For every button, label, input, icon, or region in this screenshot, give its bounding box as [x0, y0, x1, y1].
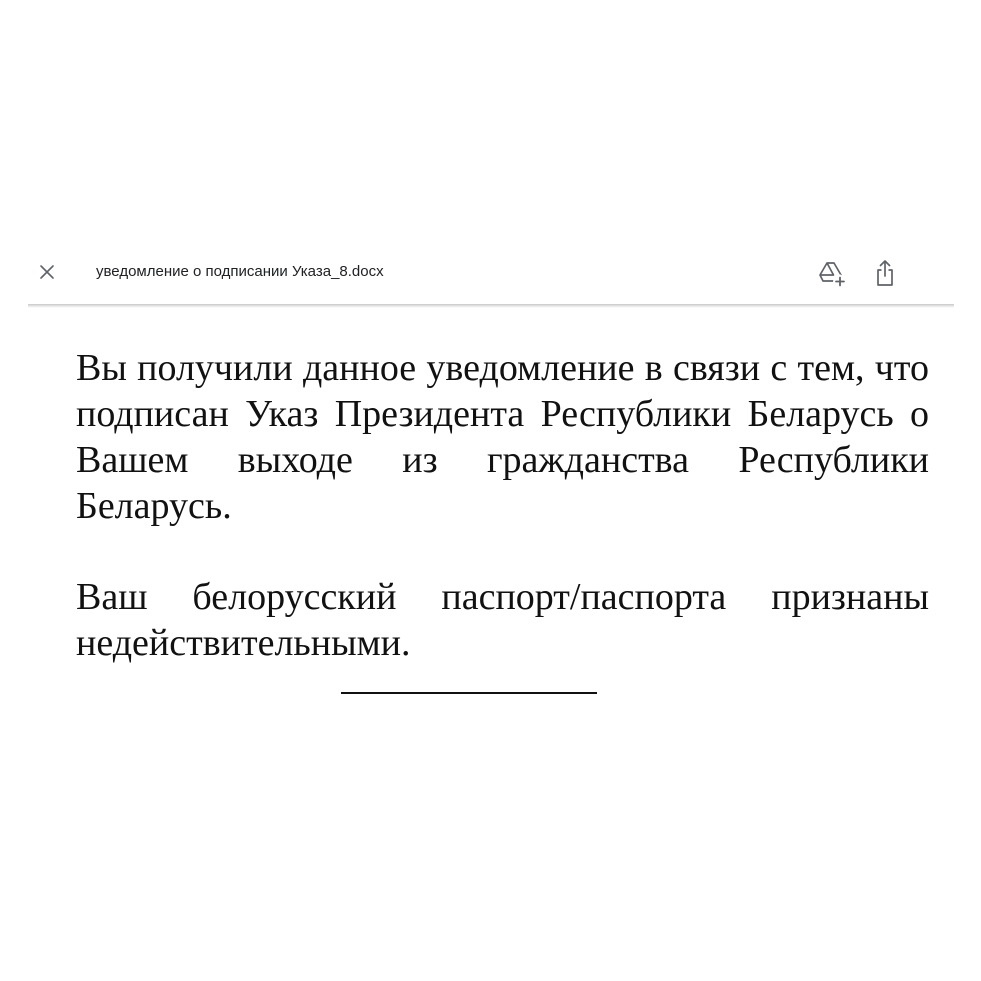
add-to-drive-icon	[818, 259, 846, 287]
signature-line	[341, 692, 597, 694]
close-button[interactable]	[36, 261, 58, 283]
passport-paragraph: Ваш белорусский паспорт/паспорта признаны недействительными.	[76, 576, 929, 664]
close-icon	[36, 261, 58, 283]
document-body	[76, 345, 929, 666]
paragraph-spacer	[76, 529, 929, 574]
add-to-drive-button[interactable]	[818, 259, 846, 287]
notice-paragraph: Вы получили данное уведомление в связи с тем, что подписан Указ Президента Республики Беларусь о Вашем выходе из гражданства Республики Беларусь.	[76, 347, 929, 527]
share-icon	[873, 258, 897, 288]
document-title: уведомление о подписании Указа_8.docx	[96, 263, 384, 280]
share-button[interactable]	[873, 258, 897, 288]
toolbar-divider	[28, 304, 954, 308]
